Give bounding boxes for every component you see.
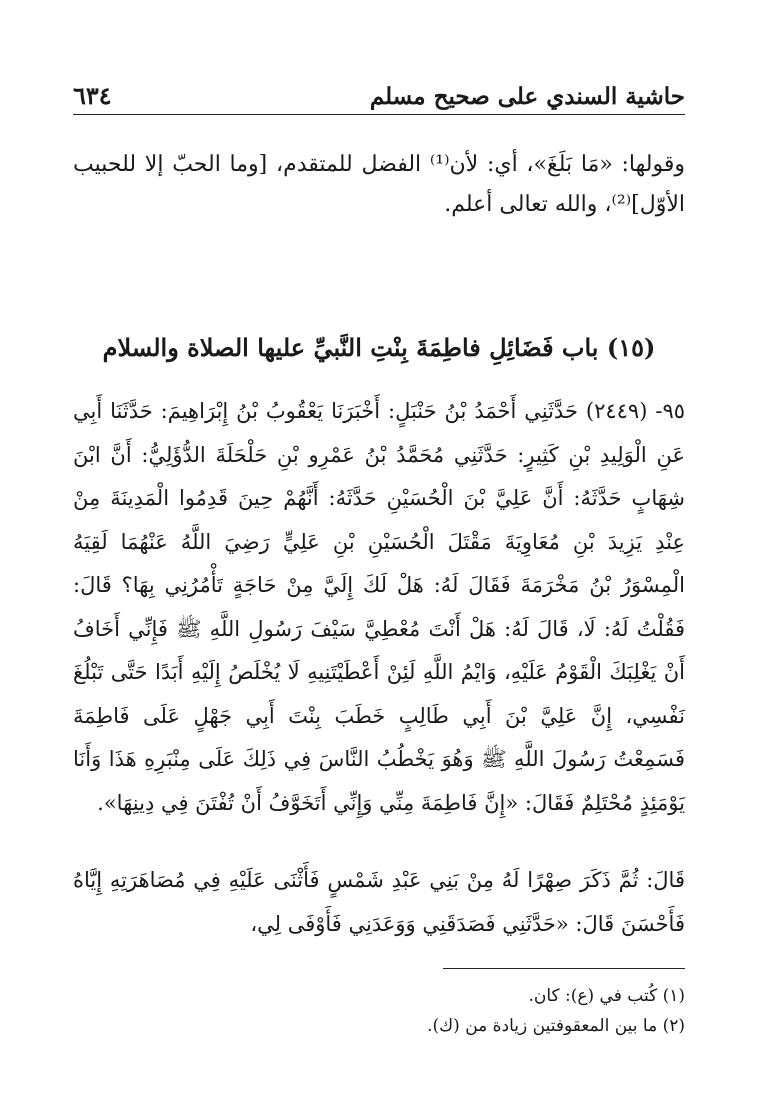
footnote-divider bbox=[443, 968, 685, 969]
hadith-paragraph: ٩٥- (٢٤٤٩) حَدَّثَنِي أَحْمَدُ بْنُ حَنْبَلٍ: أَخْبَرَنَا يَعْقُوبُ بْنُ إِبْرَاهِيمَ: حَدَّثَنَا أَبِي عَنِ الْوَلِيدِ بْنِ كَثِيرٍ: حَدَّثَنِي مُحَمَّدُ بْنُ عَمْرِو بْنِ حَلْحَلَةَ الدُّؤَلِيُّ: أَنَّ ابْنَ شِهَابٍ حَدَّثَهُ: أَنَّ عَلِيَّ بْنَ الْحُسَيْنِ حَدَّثَهُ: أَنَّهُمْ حِينَ قَدِمُوا الْمَدِينَةَ مِنْ عِنْدِ يَزِيدَ بْنِ مُعَاوِيَةَ مَقْتَلَ الْحُسَيْنِ بْنِ عَلِيٍّ رَضِيَ اللَّهُ عَنْهُمَا لَقِيَهُ الْمِسْوَرُ بْنُ مَخْرَمَةَ فَقَالَ لَهُ: هَلْ لَكَ إِلَيَّ مِنْ حَاجَةٍ تَأْمُرُنِي بِهَا؟ قَالَ: فَقُلْتُ لَهُ: لَا، قَالَ لَهُ: هَلْ أَنْتَ مُعْطِيَّ سَيْفَ رَسُولِ اللَّهِ ﷺ فَإِنِّي أَخَافُ أَنْ يَغْلِبَكَ الْقَوْمُ عَلَيْهِ، وَايْمُ اللَّهِ لَئِنْ أَعْطَيْتَنِيهِ لَا يُخْلَصُ إِلَيْهِ أَبَدًا حَتَّى تَبْلُغَ نَفْسِي، إِنَّ عَلِيَّ بْنَ أَبِي طَالِبٍ خَطَبَ بِنْتَ أَبِي جَهْلٍ عَلَى فَاطِمَةَ فَسَمِعْتُ رَسُولَ اللَّهِ ﷺ وَهُوَ يَخْطُبُ النَّاسَ فِي ذَلِكَ عَلَى مِنْبَرِهِ هَذَا وَأَنَا يَوْمَئِذٍ مُحْتَلِمٌ فَقَالَ: «إِنَّ فَاطِمَةَ مِنِّي وَإِنِّي أَتَخَوَّفُ أَنْ تُفْتَنَ فِي دِينِهَا». bbox=[73, 399, 686, 815]
chapter-heading: (١٥) باب فَضَائِلِ فاطِمَةَ بِنْتِ النَّبيِّ عليها الصلاة والسلام bbox=[102, 333, 656, 362]
closing-paragraph: قَالَ: ثُمَّ ذَكَرَ صِهْرًا لَهُ مِنْ بَنِي عَبْدِ شَمْسٍ فَأَثْنَى عَلَيْهِ فِي مُصَاهَرَتِهِ إِيَّاهُ فَأَحْسَنَ قَالَ: «حَدَّثَنِي فَصَدَقَنِي وَوَعَدَنِي فَأَوْفَى لِي، bbox=[73, 868, 685, 936]
footnote-2: (٢) ما بين المعقوفتين زيادة من (ك). bbox=[427, 1016, 685, 1036]
page-number: ٦٣٤ bbox=[73, 81, 112, 110]
header-divider bbox=[73, 114, 685, 115]
running-title: حاشية السندي على صحيح مسلم bbox=[369, 83, 685, 110]
page-header bbox=[73, 72, 685, 110]
intro-paragraph: وقولها: «مَا بَلَغَ»، أي: لأن⁽¹⁾ الفضل للمتقدم، [وما الحبّ إلا للحبيب الأوّل]⁽²⁾، والله تعالى أعلم. bbox=[73, 152, 685, 217]
footnote-1: (١) كُتب في (ع): كان. bbox=[528, 986, 685, 1006]
